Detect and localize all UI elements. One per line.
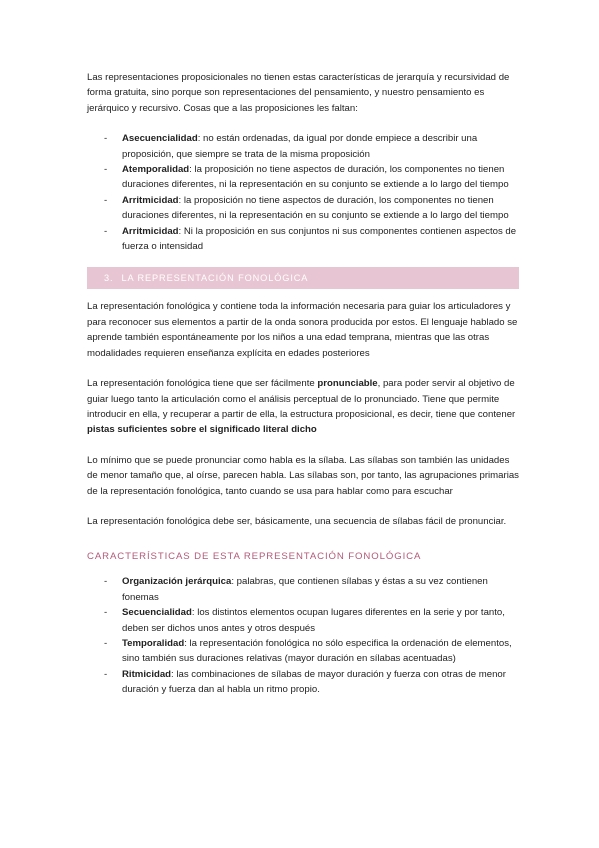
list-term: Asecuencialidad <box>122 133 198 145</box>
list-text: : no están ordenadas, da igual por donde empiece a describir una proposición, que siempre se trata de la misma proposición <box>122 133 478 160</box>
proposition-lacks-list <box>87 131 519 254</box>
intro-paragraph: Las representaciones proposicionales no tienen estas características de jerarquía y recursividad de forma gratuita, sino porque son representaciones del pensamiento, y nuestro pensamiento es jerárquico y recursivo. Cosas que a las proposiciones les faltan: <box>87 72 510 114</box>
list-text: : la proposición no tiene aspectos de duración, los componentes no tienen duraciones diferentes, ni la representación en su conjunto se extiende a lo largo del tiempo <box>122 194 509 222</box>
list-item <box>87 605 519 636</box>
list-item <box>87 193 519 224</box>
dash-bullet: - <box>104 637 108 649</box>
dash-bullet: - <box>104 576 108 588</box>
dash-bullet: - <box>104 225 108 237</box>
list-text: : palabras, que contienen sílabas y éstas a su vez contienen fonemas <box>122 576 488 603</box>
list-text: : las combinaciones de sílabas de mayor duración y fuerza con otras de menor duración y fuerza dan al habla un ritmo propio. <box>122 668 506 696</box>
list-term: Atemporalidad <box>122 164 190 176</box>
list-item <box>87 162 519 193</box>
list-item <box>87 667 519 698</box>
list-item <box>87 636 519 667</box>
list-term: Arritmicidad <box>122 225 179 237</box>
dash-bullet: - <box>104 194 108 206</box>
list-term: Ritmicidad <box>122 668 172 680</box>
subheading: CARACTERÍSTICAS DE ESTA REPRESENTACIÓN FONOLÓGICA <box>87 551 422 563</box>
list-term: Organización jerárquica <box>122 576 232 588</box>
document-body <box>87 70 519 711</box>
para2-bold-pronunciable: pronunciable <box>317 378 378 390</box>
list-text: : Ni la proposición en sus conjuntos ni sus componentes contienen aspectos de fuerza o intensidad <box>122 225 517 253</box>
para2-text-a: La representación fonológica tiene que ser fácilmente <box>87 378 318 390</box>
list-term: Temporalidad <box>122 637 185 649</box>
dash-bullet: - <box>104 668 108 680</box>
paragraph-4: La representación fonológica debe ser, básicamente, una secuencia de sílabas fácil de pronunciar. <box>87 515 507 527</box>
paragraph-2 <box>87 376 519 438</box>
para2-text-c: , para poder servir al objetivo de guiar luego tanto la articulación como el análisis perceptual de lo pronunciado. Tiene que permite introducir en ella, y recuperar a partir de ella, la estructura proposicional, es decir, tiene que contener <box>87 378 516 420</box>
para2-bold-pistas: pistas suficientes sobre el significado literal dicho <box>87 424 317 436</box>
section-number: 3. <box>104 273 114 284</box>
paragraph-3: Lo mínimo que se puede pronunciar como habla es la sílaba. Las sílabas son también las unidades de menor tamaño que, al oírse, parecen habla. Las sílabas son, por tanto, las agrupaciones primarias de la representación fonológica, tanto cuando se usa para hablar como para escuchar <box>87 454 519 497</box>
paragraph-1: La representación fonológica y contiene toda la información necesaria para guiar los articuladores y para reconocer sus elementos a partir de la onda sonora producida por estos. El lenguaje hablado se aprende también espontáneamente por los niños a una edad temprana, mientras que las otras modalidades requieren enseñanza explícita en edades posteriores <box>87 301 518 359</box>
list-text: : la proposición no tiene aspectos de duración, los componentes no tienen duraciones diferentes, ni la representación en su conjunto se extiende a lo largo del tiempo <box>122 164 509 191</box>
dash-bullet: - <box>104 133 108 145</box>
list-item <box>87 131 519 162</box>
list-term: Secuencialidad <box>122 607 192 619</box>
dash-bullet: - <box>104 607 108 619</box>
dash-bullet: - <box>104 164 108 176</box>
list-text: : los distintos elementos ocupan lugares diferentes en la serie y por tanto, deben ser dichos unos antes y otros después <box>122 607 505 634</box>
list-item <box>87 574 519 605</box>
list-term: Arritmicidad <box>122 194 179 206</box>
section-heading-band <box>87 267 519 289</box>
section-title: LA REPRESENTACIÓN FONOLÓGICA <box>121 273 309 284</box>
characteristics-list <box>87 574 519 697</box>
list-item <box>87 224 519 255</box>
list-text: : la representación fonológica no sólo especifica la ordenación de elementos, sino también sus duraciones relativas (mayor duración en sílabas acentuadas) <box>122 637 512 665</box>
